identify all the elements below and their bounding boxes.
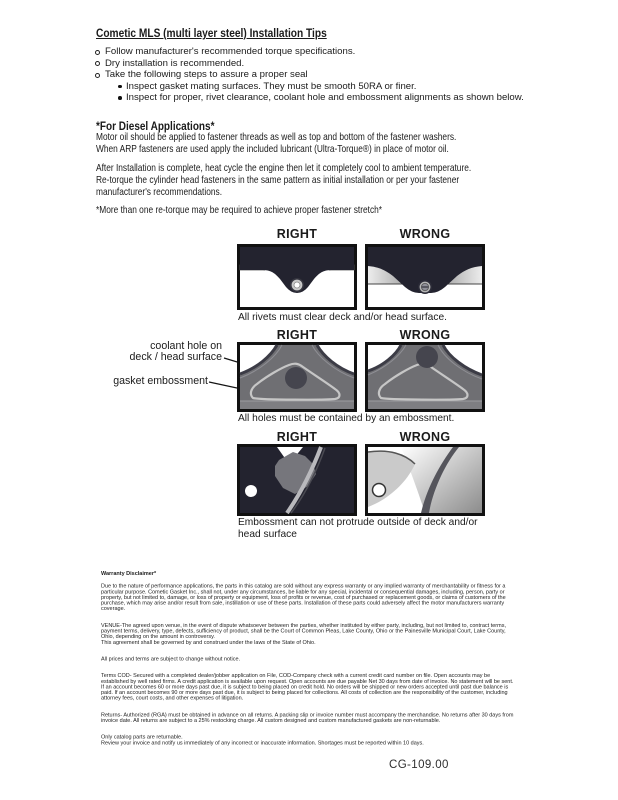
coolant-right-graphic: [237, 342, 357, 412]
list-item: [94, 81, 574, 93]
bolt-hole-icon: [373, 484, 386, 497]
diesel-heading: *For Diesel Applications*: [96, 119, 215, 133]
filled-bullet-icon: [118, 85, 122, 89]
rivet-wrong-graphic: [365, 244, 485, 310]
rivet-icon: [419, 281, 431, 293]
coolant-hole-icon: [416, 346, 438, 368]
diesel-paragraph-2: After Installation is complete, heat cycle the engine then let it completely cool to ambient temperature. Re-torque the cylinder head fasteners in the same pattern as initial installation or per your fastener manufacturer's recommendations.: [96, 163, 472, 198]
legal-paragraph: Returns- Authorized (RGA) must be obtained in advance on all returns. A packing slip or invoice number must accompany the merchandise. No returns after 30 days from invoice date. All returns are subject to a 25% restocking charge. All custom designed and custom manufactured gaskets are non-returnable.: [101, 711, 514, 724]
wrong-header: WRONG: [399, 328, 451, 342]
tip-text: Inspect for proper, rivet clearance, coolant hole and embossment alignments as shown below.: [126, 92, 524, 103]
tip-text: Dry installation is recommended.: [105, 57, 245, 69]
rivet-right-graphic: [237, 244, 357, 310]
row3-caption: Embossment can not protrude outside of deck and/or head surface: [238, 517, 478, 540]
bolt-hole-icon: [245, 485, 257, 497]
list-item: [94, 69, 574, 81]
coolant-hole-icon: [285, 367, 307, 389]
emboss-right-graphic: [237, 444, 357, 516]
open-bullet-icon: [95, 61, 100, 66]
tip-text: Follow manufacturer's recommended torque specifications.: [105, 46, 356, 57]
list-item: [94, 92, 574, 104]
emboss-wrong-diagram: [365, 444, 485, 516]
rivet-right-diagram: [237, 244, 357, 310]
retorque-note: *More than one re-torque may be required to achieve proper fastener stretch*: [96, 205, 383, 216]
installation-tips-list: [94, 46, 574, 104]
rivet-icon: [291, 279, 303, 291]
list-item: [94, 46, 574, 58]
emboss-right-diagram: [237, 444, 357, 516]
legal-paragraph: Due to the nature of performance applications, the parts in this catalog are sold without any express warranty or any implied warranty of merchantability or fitness for a particular purpose. Cometic Gasket Inc., shall not, under any circumstances, be liable for any special, incidental or consequential damages, including, person, party or property, but not limited to, damage, or loss of property or equipment, loss of profits or revenue, cost of purchased or replacement goods, or claims of customers of the purchase, which may arise and/or result from sale, instillation or use of these parts. Installation of these parts could adversely affect the motor manufacturers warranty coverage.: [101, 583, 506, 612]
open-bullet-icon: [95, 50, 100, 55]
page-code: CG-109.00: [389, 759, 449, 771]
wrong-header: WRONG: [399, 227, 451, 241]
rivet-wrong-diagram: [365, 244, 485, 310]
diesel-paragraph-1: Motor oil should be applied to fastener threads as well as top and bottom of the fastener washers. When ARP fasteners are used apply the included lubricant (Ultra-Torque®) in place of motor oil.: [96, 132, 457, 155]
coolant-wrong-graphic: [365, 342, 485, 412]
gasket-embossment-label: gasket embossment: [113, 375, 208, 387]
right-header: RIGHT: [276, 430, 318, 444]
open-bullet-icon: [95, 73, 100, 78]
legal-paragraph: All prices and terms are subject to change without notice.: [101, 655, 241, 662]
tip-text: Inspect gasket mating surfaces. They must be smooth 50RA or finer.: [126, 80, 417, 92]
wrong-header: WRONG: [399, 430, 451, 444]
page-title: Cometic MLS (multi layer steel) Installation Tips: [96, 26, 327, 40]
list-item: [94, 58, 574, 70]
right-header: RIGHT: [276, 328, 318, 342]
coolant-right-diagram: [237, 342, 357, 412]
legal-paragraph: Terms COD- Secured with a completed dealer/jobber application on File, COD-Company check with a current credit card number on file. Open accounts may be established by well rated firms. A credit application is available upon request. Open accounts are due payable Net 30 days from date of invoice. No statement will be sent. If an account becomes 60 or more days past due, it is subject to being placed on credit hold. No orders will be shipped or new orders accepted until past due balance is paid. If an account becomes 90 or more days past due, it is subject to being placed for collections. All costs of collection are the responsibility of the customer, including attorney fees, court costs, and other expenses of litigation.: [101, 672, 514, 702]
emboss-wrong-graphic: [365, 444, 485, 516]
coolant-hole-label: coolant hole on deck / head surface: [129, 340, 222, 364]
row1-caption: All rivets must clear deck and/or head surface.: [238, 312, 447, 323]
right-header: RIGHT: [276, 227, 318, 241]
tip-text: Take the following steps to assure a proper seal: [105, 69, 308, 80]
coolant-wrong-diagram: [365, 342, 485, 412]
row2-caption: All holes must be contained by an embossment.: [238, 413, 455, 424]
legal-section: Warranty Disclaimer* Due to the nature of performance applications, the parts in this catalog are sold without any express warranty or any implied warranty of merchantability or fitness for a particular purpose. Cometic Gasket Inc., shall not, under any circumstances, be liable for any special, incidental or consequential damages, including, person, party or property, but not limited to, damage, or loss of property or equipment, loss of profits or revenue, cost of purchased or replacement goods, or claims of customers of the purchase, which may arise and/or result from sale, instillation or use of these parts. Installation of these parts could adversely affect the motor manufacturers warranty coverage. VENUE-The agreed upon venue, in the event of dispute whatsoever between the parties, whether instituted by either party, including, but not limited to, contract terms, payment terms, delivery, type, defects, sufficiency of product, shall be the Court of Common Pleas, Lake County, Ohio or the Painesville Municipal Court, Lake County, Ohio, depending on the amount in controversy. This agreement shall be governed by and construed under the laws of the State of Ohio. All prices and terms are subject to change without notice. Terms COD- Secured with a completed dealer/jobber application on File, COD-Company check with a current credit card number on file. Open accounts may be established by well rated firms. A credit application is available upon request. Open accounts are due payable Net 30 days from date of invoice. No statement will be sent. If an account becomes 60 or more days past due, it is subject to being placed on credit hold. No orders will be shipped or new orders accepted until past due balance is paid. If an account becomes 90 or more days past due, it is subject to being placed for collections. All costs of collection are the responsibility of the customer, including attorney fees, court costs, and other expenses of litigation. Returns- Authorized (RGA) must be obtained in advance on all returns. A packing slip or invoice number must accompany the merchandise. No returns after 30 days from invoice date. All returns are subject to a 25% restocking charge. All custom designed and custom manufactured gaskets are non-returnable. Only catalog parts are returnable. Review your invoice and notify us immediately of any incorrect or inaccurate information. Shortages must be reported within 10 days.: [101, 571, 516, 757]
warranty-heading: Warranty Disclaimer*: [101, 570, 157, 577]
filled-bullet-icon: [118, 96, 122, 100]
